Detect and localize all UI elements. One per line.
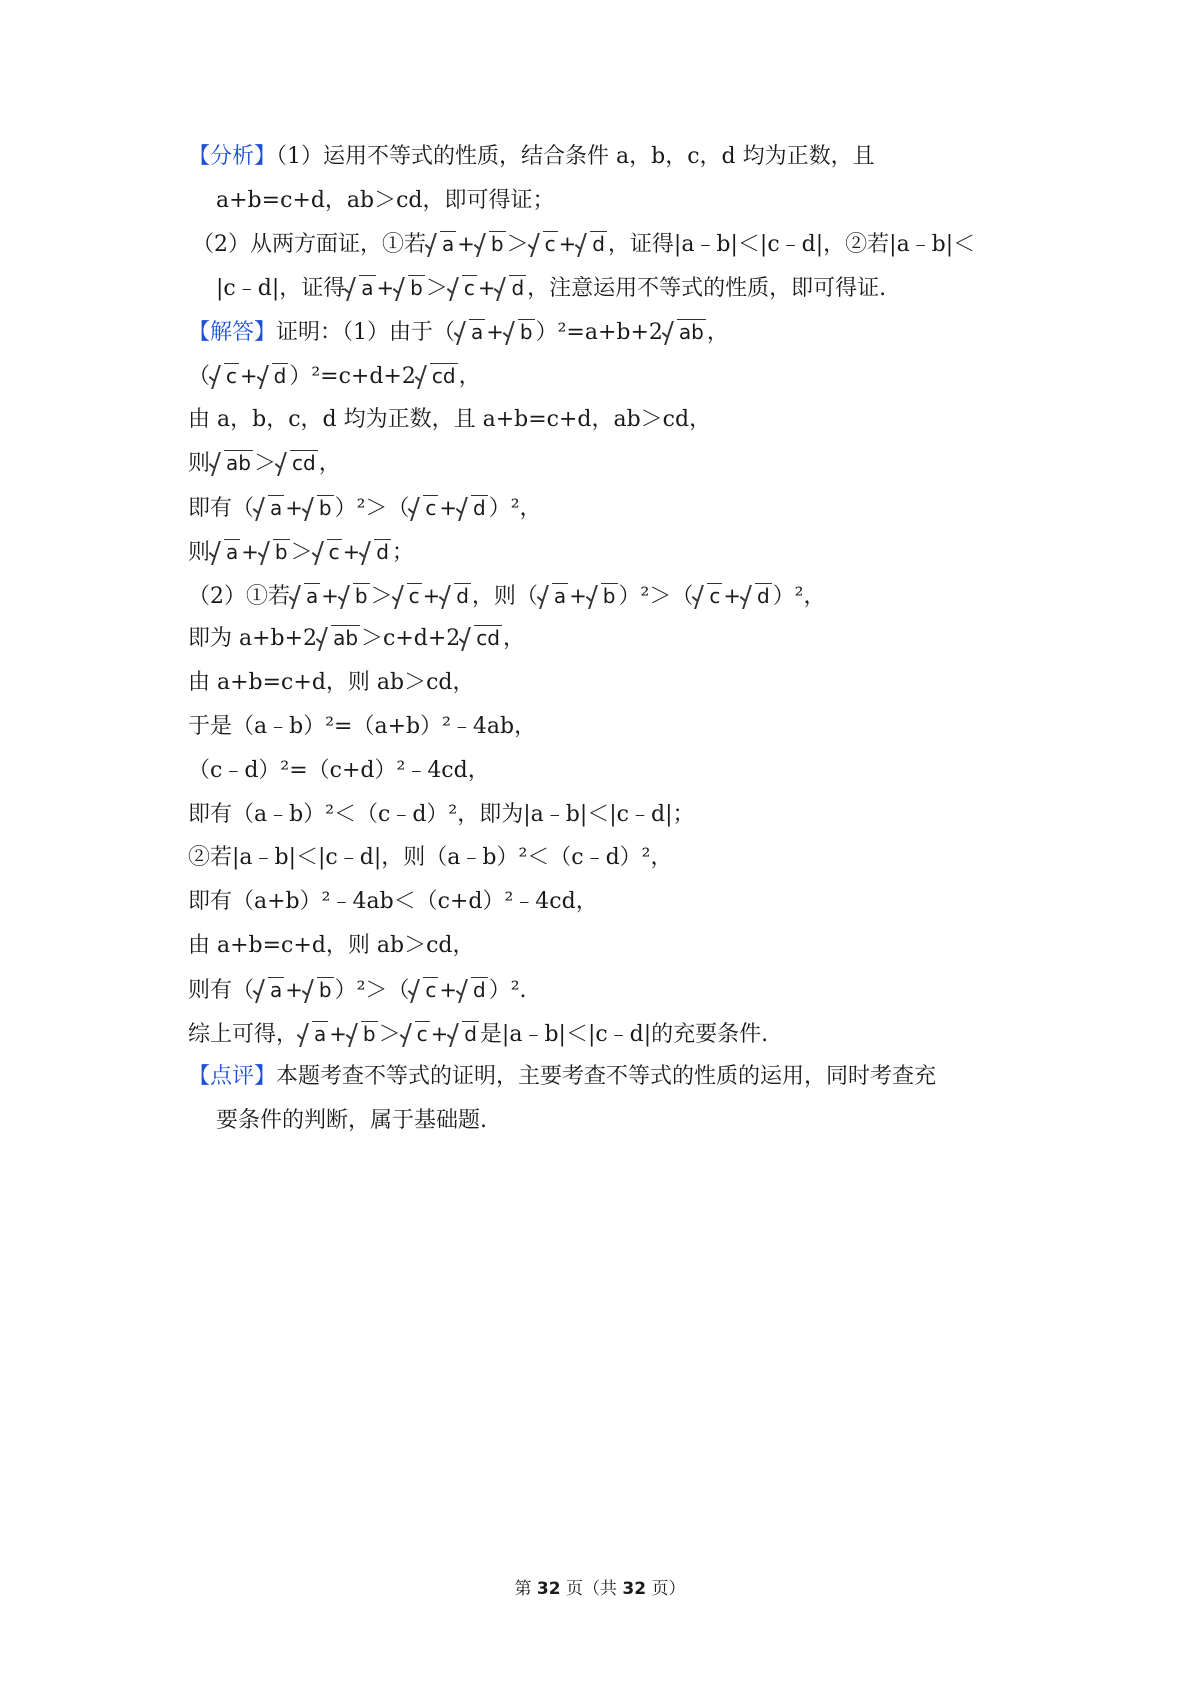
sqrt-c [313,538,342,568]
radicand: a [471,320,484,344]
radicand: d [756,584,770,608]
sqrt-d [741,582,772,612]
analysis-text: ，注意运用不等式的性质，即可得证. [527,276,887,301]
math-text: ②若|a﹣b|＜|c﹣d|，则（a﹣b）²＜（c﹣d）²， [188,845,673,870]
solution-line-1 [188,317,1068,348]
math-text: 本题考查不等式的证明，主要考查不等式的性质的运用，同时考查充 [276,1064,937,1089]
sqrt-c [401,1020,430,1050]
radicand: ab [678,320,704,344]
sqrt-d [448,1020,479,1050]
solution-tag: 【解答】 [188,320,277,345]
sqrt-cd [460,624,502,654]
radicand: b [602,584,616,608]
math-text: 由 a，b，c，d 均为正数，且 a+b=c+d，ab＞cd， [188,407,712,432]
math-text: + [569,584,587,608]
math-text: ）²＞（ [334,496,410,521]
sqrt-a [210,538,240,568]
analysis-line-2 [216,186,1096,216]
sqrt-b [587,582,618,612]
radicand: a [270,496,283,520]
solution-line-15 [188,931,1068,961]
radicand: a [314,1022,327,1046]
math-text: + [422,584,441,608]
math-text: （c﹣d）²=（c+d）²﹣4cd， [188,758,490,783]
radicand: a [553,584,567,608]
radicand: c [408,584,420,608]
math-text: ； [391,540,414,565]
math-text: 综上可得， [188,1022,299,1047]
math-text: ， [318,451,341,476]
math-text: 由 a+b=c+d，则 ab＞cd， [188,670,475,695]
sqrt-a [426,230,456,260]
analysis-line-3 [192,229,1072,260]
math-text: 由 a+b=c+d，则 ab＞cd， [188,933,475,958]
sqrt-b [394,274,425,304]
page-number: 32 [536,1579,561,1599]
math-text: ， [503,626,526,651]
radicand: d [376,540,389,564]
math-text: + [723,584,741,608]
radicand: a [306,584,319,608]
radicand: b [318,978,332,1002]
radicand: b [362,1022,376,1046]
radicand: a [361,276,374,300]
radicand: b [490,232,504,256]
analysis-tag: 【分析】 [188,144,277,169]
comment-tag: 【点评】 [188,1064,277,1089]
sqrt-cd [276,449,318,479]
math-text: + [376,276,395,300]
math-text: ＞ [506,232,529,257]
sqrt-b [303,976,334,1006]
math-text: 页（共 [560,1579,623,1599]
sqrt-b [259,538,290,568]
comment-line-2 [216,1106,1096,1136]
radicand: ab [333,626,359,650]
page-total: 32 [622,1579,647,1599]
sqrt-d [495,274,526,304]
radicand: a [270,978,283,1002]
math-text: （2）①若 [188,584,290,609]
math-text: 即为 a+b+2 [188,626,318,651]
solution-line-3 [188,405,1068,435]
sqrt-a [254,494,284,524]
math-text: ＞ [290,540,313,565]
math-text: ）²＞（ [618,584,694,609]
radicand: b [274,540,288,564]
math-text: ）²=a+b+2 [535,320,663,345]
math-text: ＞ [253,451,276,476]
radicand: cd [291,451,316,475]
sqrt-a [298,1020,328,1050]
analysis-text: （1）运用不等式的性质，结合条件 a，b，c，d 均为正数，且 [276,144,875,169]
solution-line-2 [188,361,1068,392]
radicand: ab [226,451,251,475]
math-text: 证明：（1）由于（ [276,320,456,345]
sqrt-ab [663,318,706,348]
sqrt-b [339,582,370,612]
sqrt-d [457,494,488,524]
radicand: b [318,496,332,520]
math-text: + [439,496,458,520]
sqrt-c [393,582,422,612]
math-text: 即有（a+b）²﹣4ab＜（c+d）²﹣4cd， [188,889,598,914]
radicand: c [425,978,437,1002]
analysis-line-4 [216,273,1096,304]
analysis-text: （2）从两方面证，①若 [192,232,426,257]
comment-line-1 [188,1062,1068,1092]
math-text: ）²， [772,584,826,609]
math-text: + [329,1022,347,1046]
math-text: + [342,540,361,564]
math-text: ＞ [370,584,393,609]
analysis-line-1 [188,142,1068,172]
math-text: 即有（ [188,496,255,521]
sqrt-d [360,538,391,568]
math-text: + [439,978,458,1002]
solution-line-4 [188,449,1068,479]
solution-line-17 [188,1019,1068,1050]
sqrt-c [210,362,239,392]
radicand: cd [431,364,456,388]
solution-line-8 [188,624,1068,654]
math-text: 即有（a﹣b）²＜（c﹣d）²，即为|a﹣b|＜|c﹣d|； [188,802,695,827]
sqrt-cd [416,362,458,392]
analysis-text: |c﹣d|，证得 [216,276,346,301]
math-text: ＞ [378,1022,401,1047]
sqrt-c [693,582,722,612]
solution-line-6 [188,537,1068,568]
solution-line-11 [188,756,1068,786]
analysis-text: a+b=c+d，ab＞cd，即可得证； [216,188,555,213]
sqrt-a [538,582,568,612]
sqrt-a [455,318,485,348]
math-text: + [241,540,259,564]
math-text: + [558,232,577,256]
math-text: 则有（ [188,978,255,1003]
sqrt-b [475,230,506,260]
radicand: d [592,232,605,256]
radicand: d [511,276,525,300]
radicand: b [354,584,368,608]
sqrt-a [290,582,320,612]
math-text: ＞ [425,276,448,301]
solution-line-16 [188,975,1068,1006]
sqrt-d [457,976,488,1006]
radicand: c [463,276,475,300]
radicand: c [328,540,340,564]
radicand: d [473,978,486,1002]
sqrt-d [258,362,289,392]
radicand: c [709,584,721,608]
math-text: ）²＞（ [334,978,410,1003]
math-text: + [285,978,303,1002]
sqrt-c [409,976,438,1006]
math-text: 第 [514,1579,537,1599]
radicand: b [519,320,533,344]
math-text: ）². [488,978,527,1003]
radicand: cd [476,626,500,650]
sqrt-a [345,274,375,304]
radicand: b [410,276,423,300]
solution-line-5 [188,493,1068,524]
solution-line-9 [188,668,1068,698]
radicand: d [456,584,469,608]
math-text: + [321,584,339,608]
math-text: + [486,320,504,344]
solution-line-14 [188,887,1068,917]
math-text: + [477,276,496,300]
solution-line-7 [188,581,1068,612]
math-text: 则 [188,540,211,565]
radicand: d [473,496,486,520]
math-text: ，则（ [471,584,538,609]
solution-line-10 [188,712,1068,742]
sqrt-d [576,230,607,260]
sqrt-b [347,1020,378,1050]
math-text: 是|a﹣b|＜|c﹣d|的充要条件. [479,1022,769,1047]
sqrt-ab [210,449,253,479]
math-text: + [457,232,475,256]
radicand: a [442,232,455,256]
math-text: + [430,1022,449,1046]
sqrt-c [409,494,438,524]
sqrt-b [504,318,535,348]
solution-line-12 [188,800,1068,830]
sqrt-ab [317,624,360,654]
math-text: + [285,496,303,520]
math-text: ）²=c+d+2 [289,364,416,389]
radicand: d [464,1022,477,1046]
math-text: ）²， [488,496,542,521]
math-text: 于是（a﹣b）²=（a+b）²﹣4ab， [188,714,537,739]
sqrt-c [448,274,477,304]
radicand: c [425,496,437,520]
page-footer [0,1574,1200,1599]
radicand: c [416,1022,428,1046]
math-text: 要条件的判断，属于基础题. [216,1108,487,1133]
radicand: c [226,364,238,388]
sqrt-c [529,230,558,260]
solution-line-13 [188,843,1068,873]
analysis-text: ，证得|a﹣b|＜|c﹣d|，②若|a﹣b|＜ [607,232,976,257]
math-text: + [240,364,258,388]
radicand: d [273,364,287,388]
math-text: ， [706,320,729,345]
radicand: a [226,540,239,564]
math-text: （ [188,364,211,389]
math-text: ， [458,364,481,389]
math-text: ＞c+d+2 [361,626,461,651]
math-text: 则 [188,451,211,476]
math-text: 页） [646,1579,686,1599]
sqrt-d [440,582,471,612]
radicand: c [544,232,556,256]
sqrt-a [254,976,284,1006]
sqrt-b [303,494,334,524]
